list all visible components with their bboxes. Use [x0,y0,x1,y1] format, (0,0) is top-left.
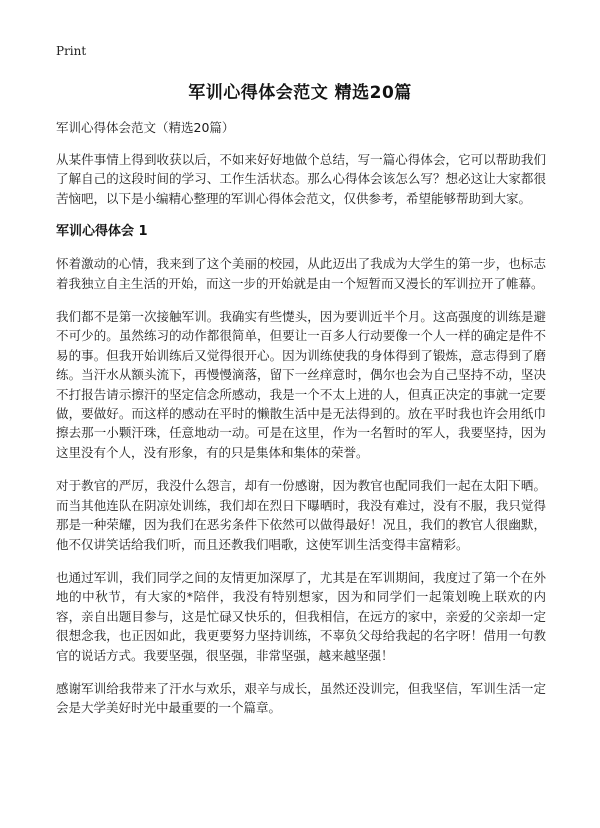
article-subtitle: 军训心得体会范文（精选20篇） [56,120,235,135]
paragraph: 对于教官的严厉，我没什么怨言，却有一份感谢，因为教官也配同我们一起在太阳下晒。而当其他连队在阴凉处训练，我们却在烈日下曝晒时，我没有难过，没有不服，我只觉得那是一种荣耀，因为我们在恶劣条件下依然可以做得最好！况且，我们的教官人很幽默，他不仅讲笑话给我们听，而且还教我们唱歌，这使军训生活变得丰富精彩。 [56,478,546,552]
paragraph: 也通过军训，我们同学之间的友情更加深厚了，尤其是在军训期间，我度过了第一个在外地的中秋节，有大家的*陪伴，我没有特别想家，因为和同学们一起策划晚上联欢的内容，亲自出题目参与，这是忙碌又快乐的，但我相信，在远方的家中，亲爱的父亲却一定很想念我，也正因如此，我更要努力坚持训练，不辜负父母给我起的名字呀！借用一句教官的说话方式。我要坚强，很坚强，非常坚强，越来越坚强！ [56,569,546,663]
intro-paragraph: 从某件事情上得到收获以后，不如来好好地做个总结，写一篇心得体会，它可以帮助我们了解自己的这段时间的学习、工作生活状态。那么心得体会该怎么写？想必这让大家都很苦恼吧，以下是小编精心整理的军训心得体会范文，仅供参考，希望能够帮助到大家。 [56,152,546,206]
article-body [56,118,546,732]
page-title: 军训心得体会范文 精选20篇 [188,83,412,103]
section-heading: 军训心得体会 1 [56,224,148,240]
paragraph: 怀着激动的心情，我来到了这个美丽的校园，从此迈出了我成为大学生的第一步，也标志着我独立自主生活的开始，而这一步的开始就是由一个短暂而又漫长的军训拉开了帷幕。 [56,256,546,291]
paragraph: 感谢军训给我带来了汗水与欢乐，艰辛与成长，虽然还没训完，但我坚信，军训生活一定会是大学美好时光中最重要的一个篇章。 [56,680,546,716]
paragraph: 我们都不是第一次接触军训。我确实有些憷头，因为要训近半个月。这高强度的训练是避不可少的。虽然练习的动作都很简单，但要让一百多人行动要像一个人一样的确定是件不易的事。但我开始训练后又觉得很开心。因为训练使我的身体得到了锻炼，意志得到了磨练。当汗水从额头流下，再慢慢滴落，留下一丝痒意时，偶尔也会为自己坚持不动，坚决不打报告请示擦汗的坚定信念所感动，我是一个不太上进的人，但真正决定的事就一定要做，要做好。而这样的感动在平时的懒散生活中是无法得到的。放在平时我也许会用纸巾擦去那一小颗汗珠，任意地动一动。可是在这里，作为一名暂时的军人，我要坚持，因为这里没有个人，没有形象，有的只是集体和集体的荣誉。 [56,309,546,460]
print-link[interactable]: Print [56,44,87,58]
